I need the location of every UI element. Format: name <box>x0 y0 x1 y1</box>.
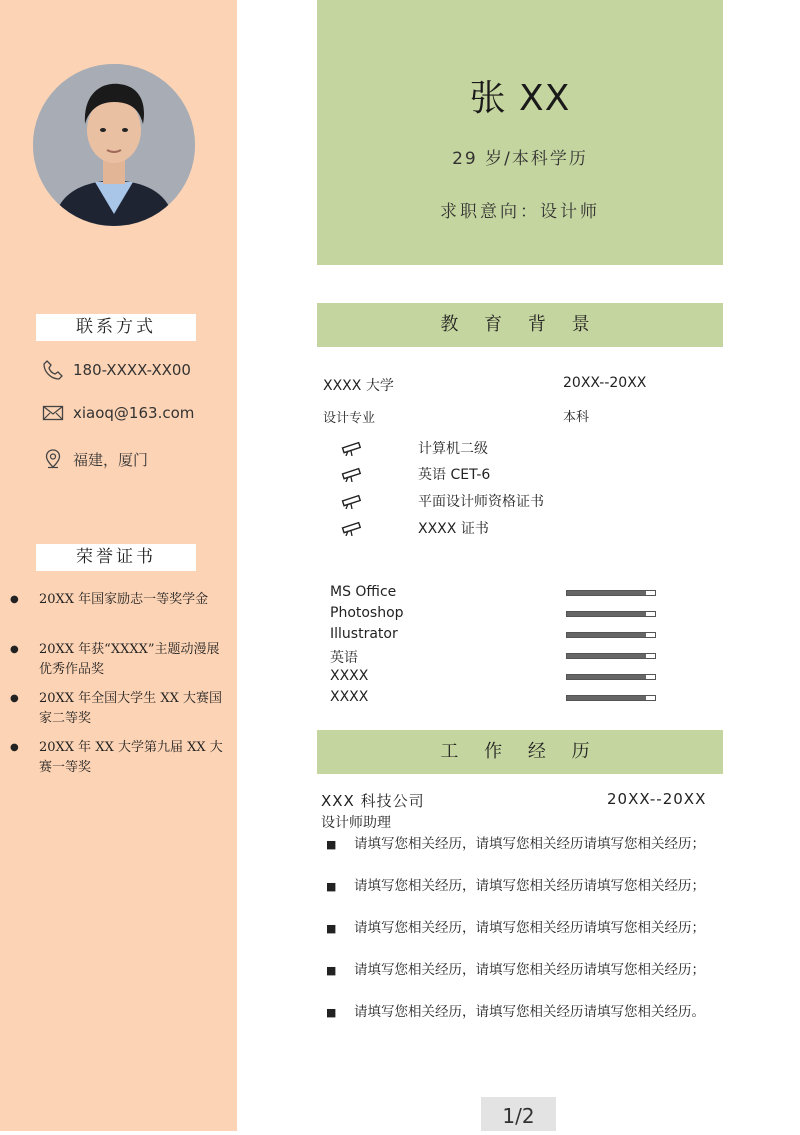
contact-heading: 联系方式 <box>36 314 196 341</box>
phone-icon <box>42 359 64 381</box>
job-duty-item: ■ 请填写您相关经历，请填写您相关经历请填写您相关经历； <box>326 876 706 897</box>
job-duty-item: ■ 请填写您相关经历，请填写您相关经历请填写您相关经历； <box>326 834 706 855</box>
company-name: XXX 科技公司 <box>321 792 425 810</box>
education-period: 20XX--20XX <box>563 375 647 391</box>
envelope-icon <box>42 402 64 424</box>
school-name: XXXX 大学 <box>323 378 394 394</box>
skill-level-fill <box>567 675 646 679</box>
skill-level-bar <box>566 632 656 638</box>
award-item: ● 20XX 年 XX 大学第九届 XX 大赛一等奖 <box>10 738 225 778</box>
bullet: ● <box>10 644 19 655</box>
bullet: ● <box>10 594 19 605</box>
page-number: 1/2 <box>481 1097 556 1131</box>
certificate-item: 英语 CET-6 <box>340 464 490 484</box>
avatar <box>33 64 195 226</box>
certificate-item: 平面设计师资格证书 <box>340 491 544 511</box>
skill-level-fill <box>567 633 646 637</box>
skill-name: XXXX <box>330 668 369 684</box>
skill-level-fill <box>567 591 646 595</box>
diploma-scroll-icon <box>340 466 366 482</box>
email-address: xiaoq@163.com <box>73 404 195 422</box>
skill-name: XXXX <box>330 689 369 705</box>
major: 设计专业 <box>323 411 376 426</box>
skill-level-fill <box>567 654 646 658</box>
contact-location <box>42 448 148 470</box>
sidebar <box>0 0 237 1131</box>
award-item: ● 20XX 年获“XXXX”主题动漫展优秀作品奖 <box>10 640 225 680</box>
square-bullet: ■ <box>326 1006 337 1019</box>
square-bullet: ■ <box>326 922 337 935</box>
job-duty-item: ■ 请填写您相关经历，请填写您相关经历请填写您相关经历； <box>326 960 706 981</box>
diploma-scroll-icon <box>340 520 366 536</box>
avatar-portrait-icon <box>33 64 195 226</box>
education-heading: 教 育 背 景 <box>317 303 723 347</box>
job-role: 设计师助理 <box>321 815 391 831</box>
diploma-scroll-icon <box>340 493 366 509</box>
skill-level-bar <box>566 674 656 680</box>
award-item: ● 20XX 年全国大学生 XX 大赛国家二等奖 <box>10 689 225 729</box>
skill-level-fill <box>567 696 646 700</box>
work-heading: 工 作 经 历 <box>317 730 723 774</box>
work-period: 20XX--20XX <box>607 790 707 808</box>
job-intent: 求职意向：设计师 <box>440 202 600 222</box>
job-duty-item: ■ 请填写您相关经历，请填写您相关经历请填写您相关经历； <box>326 918 706 939</box>
square-bullet: ■ <box>326 838 337 851</box>
square-bullet: ■ <box>326 964 337 977</box>
bullet: ● <box>10 693 19 704</box>
diploma-scroll-icon <box>340 440 366 456</box>
skill-level-fill <box>567 612 646 616</box>
skill-level-bar <box>566 590 656 596</box>
skill-name: Photoshop <box>330 605 404 621</box>
contact-email <box>42 402 194 424</box>
candidate-name: 张 XX <box>469 78 571 119</box>
square-bullet: ■ <box>326 880 337 893</box>
skill-name: MS Office <box>330 584 397 600</box>
profile-header <box>317 0 723 265</box>
skill-level-bar <box>566 695 656 701</box>
location-text: 福建，厦门 <box>73 450 149 469</box>
contact-phone <box>42 359 191 381</box>
job-duty-item: ■ 请填写您相关经历，请填写您相关经历请填写您相关经历。 <box>326 1002 706 1023</box>
awards-heading: 荣誉证书 <box>36 544 196 571</box>
degree: 本科 <box>563 410 590 425</box>
skill-name: 英语 <box>330 650 358 666</box>
skill-level-bar <box>566 653 656 659</box>
certificate-item: XXXX 证书 <box>340 518 489 538</box>
phone-number: 180-XXXX-XX00 <box>73 361 191 379</box>
certificate-item: 计算机二级 <box>340 438 488 458</box>
skill-level-bar <box>566 611 656 617</box>
bullet: ● <box>10 742 19 753</box>
award-item: ● 20XX 年国家励志一等奖学金 <box>10 590 225 610</box>
age-education: 29 岁/本科学历 <box>452 149 588 169</box>
location-pin-icon <box>42 448 64 470</box>
skill-name: Illustrator <box>330 626 398 642</box>
